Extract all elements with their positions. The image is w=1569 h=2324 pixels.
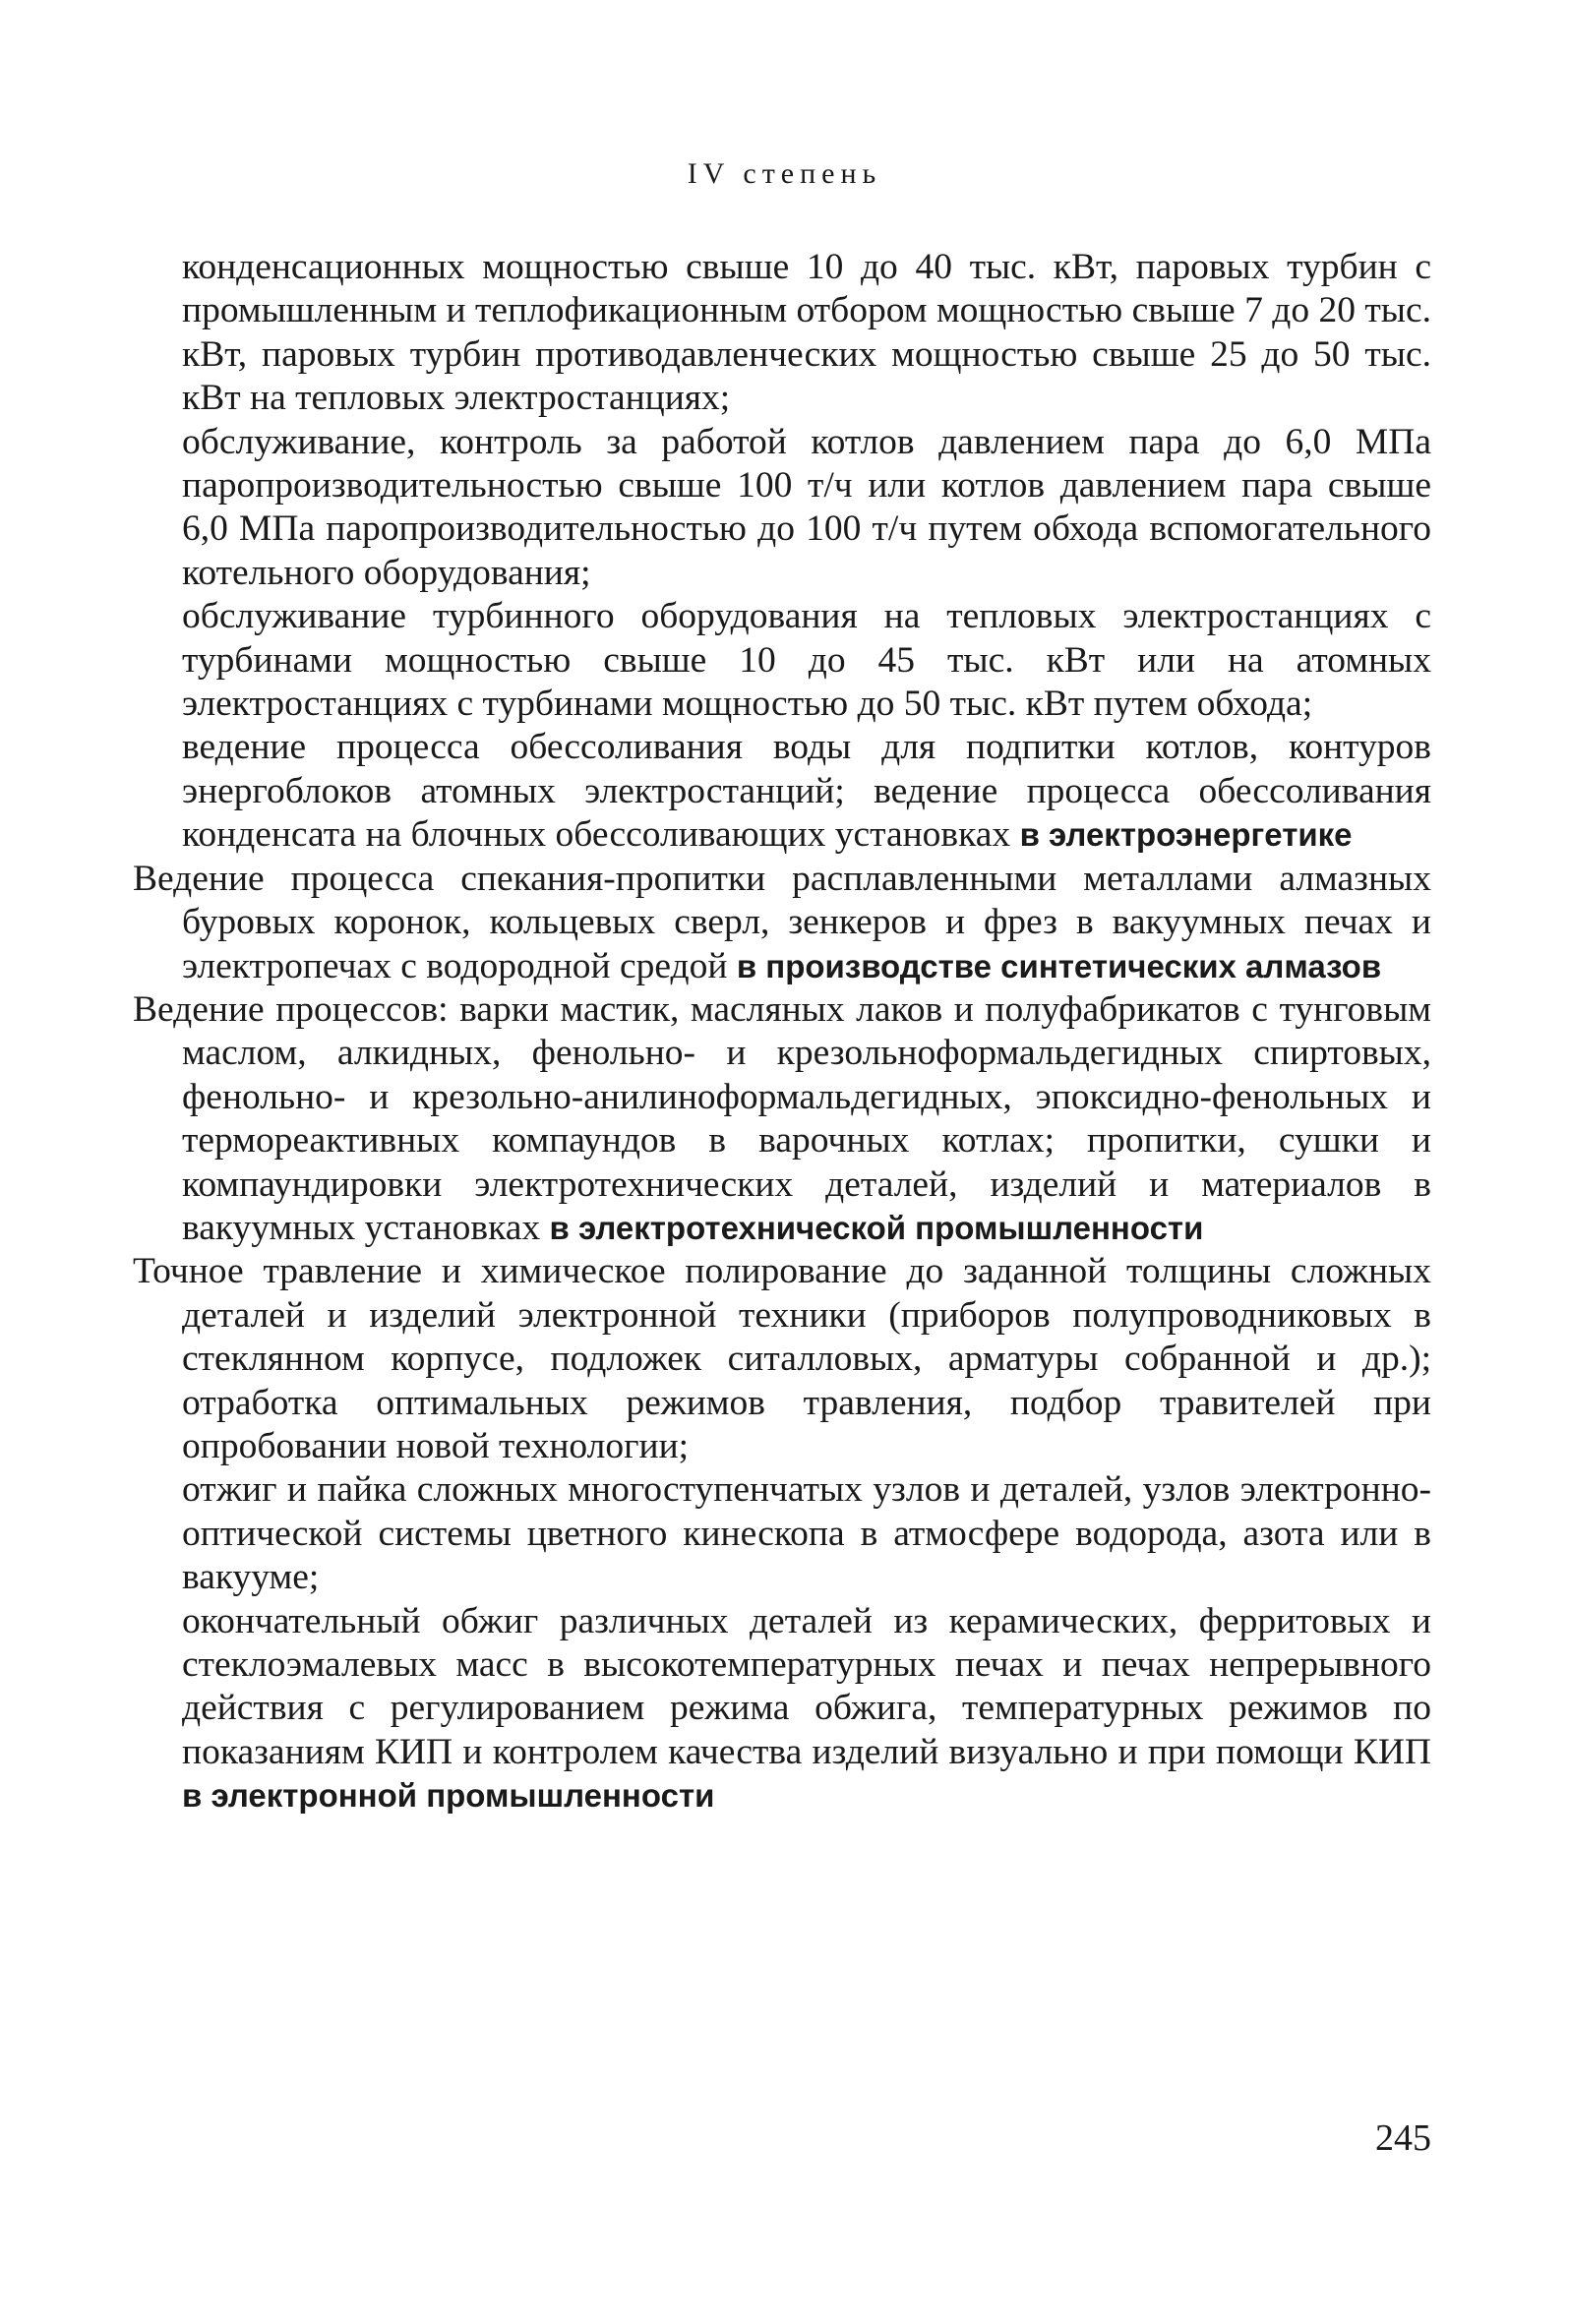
paragraph: обслуживание турбинного оборудования на тепловых электростанциях с турбинами мощностью свыше 10 до 45 тыс. кВт или на атомных электростанциях с турбинами мощностью до 50 тыс. кВт путем обхода; (182, 596, 1431, 725)
paragraph: Ведение процесса спекания-пропитки расплавленными металлами алмазных буровых коронок, кольцевых сверл, зенкеров и фрез в вакуумных печах и электропечах с водородной средой в производстве синтетических алмазов (133, 858, 1431, 986)
industry-label: в электронной промышленности (182, 1777, 715, 1815)
industry-label: в производстве синтетических алмазов (736, 947, 1382, 984)
paragraph: ведение процесса обессоливания воды для подпитки котлов, контуров энергоблоков атомных электростанций; ведение процесса обессоливания конденсата на блочных обессоливающих установках в электроэнергетике (182, 727, 1431, 856)
paragraph: окончательный обжиг различных деталей из керамических, ферритовых и стеклоэмалевых масс в высокотемпературных печах и печах непрерывного действия с регулированием режима обжига, температурных режимов по показаниям КИП и контролем качества изделий визуально и при помощи КИП в электронной промышленности (182, 1600, 1431, 1815)
paragraph: Ведение процессов: варки мастик, масляных лаков и полуфабрикатов с тунговым маслом, алкидных, фенольно- и крезольноформальдегидных спиртовых, фенольно- и крезольно-анилиноформальдегидных, эпоксидно-фенольных и термореактивных компаундов в варочных котлах; пропитки, сушки и компаундировки электротехнических деталей, изделий и материалов в вакуумных установках в электротехнической промышленности (133, 988, 1431, 1248)
industry-label: в электроэнергетике (1019, 816, 1353, 854)
page-body (133, 246, 1431, 1818)
running-header: IV степень (687, 157, 882, 190)
page-number: 245 (1375, 2117, 1431, 2159)
industry-label: в электротехнической промышленности (549, 1209, 1204, 1246)
paragraph: конденсационных мощностью свыше 10 до 40 тыс. кВт, паровых турбин с промышленным и теплофикационным отбором мощностью свыше 7 до 20 тыс. кВт, паровых турбин противодавленческих мощностью свыше 25 до 50 тыс. кВт на тепловых электростанциях; (182, 247, 1431, 419)
paragraph: отжиг и пайка сложных многоступенчатых узлов и деталей, узлов электронно-оптической системы цветного кинескопа в атмосфере водорода, азота или в вакууме; (182, 1469, 1431, 1598)
paragraph: Точное травление и химическое полирование до заданной толщины сложных деталей и изделий электронной техники (приборов полупроводниковых в стеклянном корпусе, подложек ситалловых, арматуры собранной и др.); отработка оптимальных режимов травления, подбор травителей при опробовании новой технологии; (133, 1251, 1431, 1466)
paragraph: обслуживание, контроль за работой котлов давлением пара до 6,0 МПа паропроизводительностью свыше 100 т/ч или котлов давлением пара свыше 6,0 МПа паропроизводительностью до 100 т/ч путем обхода вспомогательного котельного оборудования; (182, 421, 1431, 593)
